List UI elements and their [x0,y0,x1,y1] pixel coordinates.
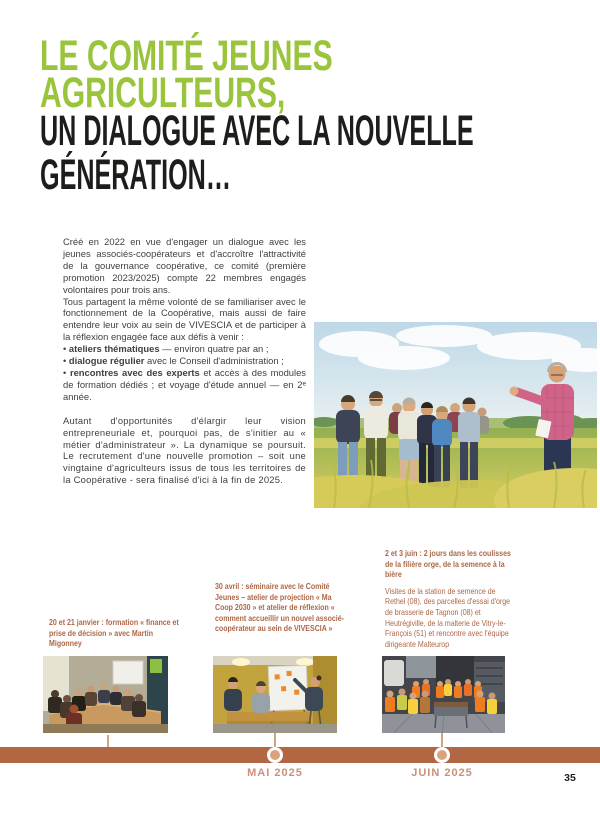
timeline-photo-training [43,656,168,733]
timeline-caption-june: 2 et 3 juin : 2 jours dans les coulisses de la filière orge, de la semence à la bière Visites de la station de semence de Rethel (08), des parcelles d'essai d'orge de brasserie de Tagnon (08) et Heutrégiville, de la malterie de Vitry-le-François (51) et rencontre avec l'équipe dirigeante Malteurop [385,548,511,649]
bullet-item-2: • dialogue régulier avec le Conseil d'administration ; [63,355,284,367]
bullet-item-1: • ateliers thématiques — environ quatre par an ; [63,343,269,355]
timeline-caption-april: 30 avril : séminaire avec le Comité Jeunes – atelier de projection « Ma Coop 2030 » et atelier de réflexion « comment accueillir un nouvel associé-coopérateur au sein de VIVESCIA » [215,581,345,634]
timeline-photo-malthouse [382,656,505,733]
page-title-black-line2: GÉNÉRATION… [40,151,232,199]
training-photo-illustration [43,656,168,733]
page-title-green-line1: LE COMITÉ JEUNES [40,32,333,80]
article-body [63,236,306,486]
malthouse-photo-illustration [382,656,505,733]
main-photo-illustration [314,322,597,508]
article-paragraph-2: Tous partagent la même volonté de se familiariser avec le fonctionnement de la Coopérative, mais aussi de faire entendre leur voix au sein de VIVESCIA et de participer à la réflexion engagée face aux défis à venir : [63,295,306,343]
timeline-dot-icon [267,747,283,763]
timeline-dot-icon [434,747,450,763]
page-title-black-line1: UN DIALOGUE AVEC LA NOUVELLE [40,107,474,155]
page-number: 35 [564,772,576,784]
timeline-month-juin: JUIN 2025 [411,767,473,779]
bullet-item-3: • rencontres avec des experts et accès à des modules de formation dédiés ; et voyage d'étude annuel — en 2ᵉ année. [63,366,306,402]
article-paragraph-4: Autant d'opportunités d'élargir leur vision entrepreneuriale et, pourquoi pas, de s'initier au « métier d'administrateur ». La dynamique se poursuit. Le recrutement d'une nouvelle promotion – soit une vingtaine d'agriculteurs issus de tous les territoires de la Coopérative - sera finalisé d'ici à la fin de 2025. [63,414,306,486]
timeline-bar [0,747,600,763]
seminar-photo-illustration [213,656,337,733]
timeline-month-mai: MAI 2025 [247,767,303,779]
timeline-photo-seminar [213,656,337,733]
main-photo-field-group [314,322,597,508]
timeline-caption-january: 20 et 21 janvier : formation « finance et prise de décision » avec Martin Migonney [49,617,179,649]
page-title-green-line2: AGRICULTEURS, [40,69,286,117]
article-paragraph-1: Créé en 2022 en vue d'engager un dialogue avec les jeunes associés-coopérateurs et d'accroître l'attractivité de la gouvernance coopérative, ce comité (première promotion 2023/2025) compte 22 membres engagés volontaires pour trois ans. [63,236,306,295]
